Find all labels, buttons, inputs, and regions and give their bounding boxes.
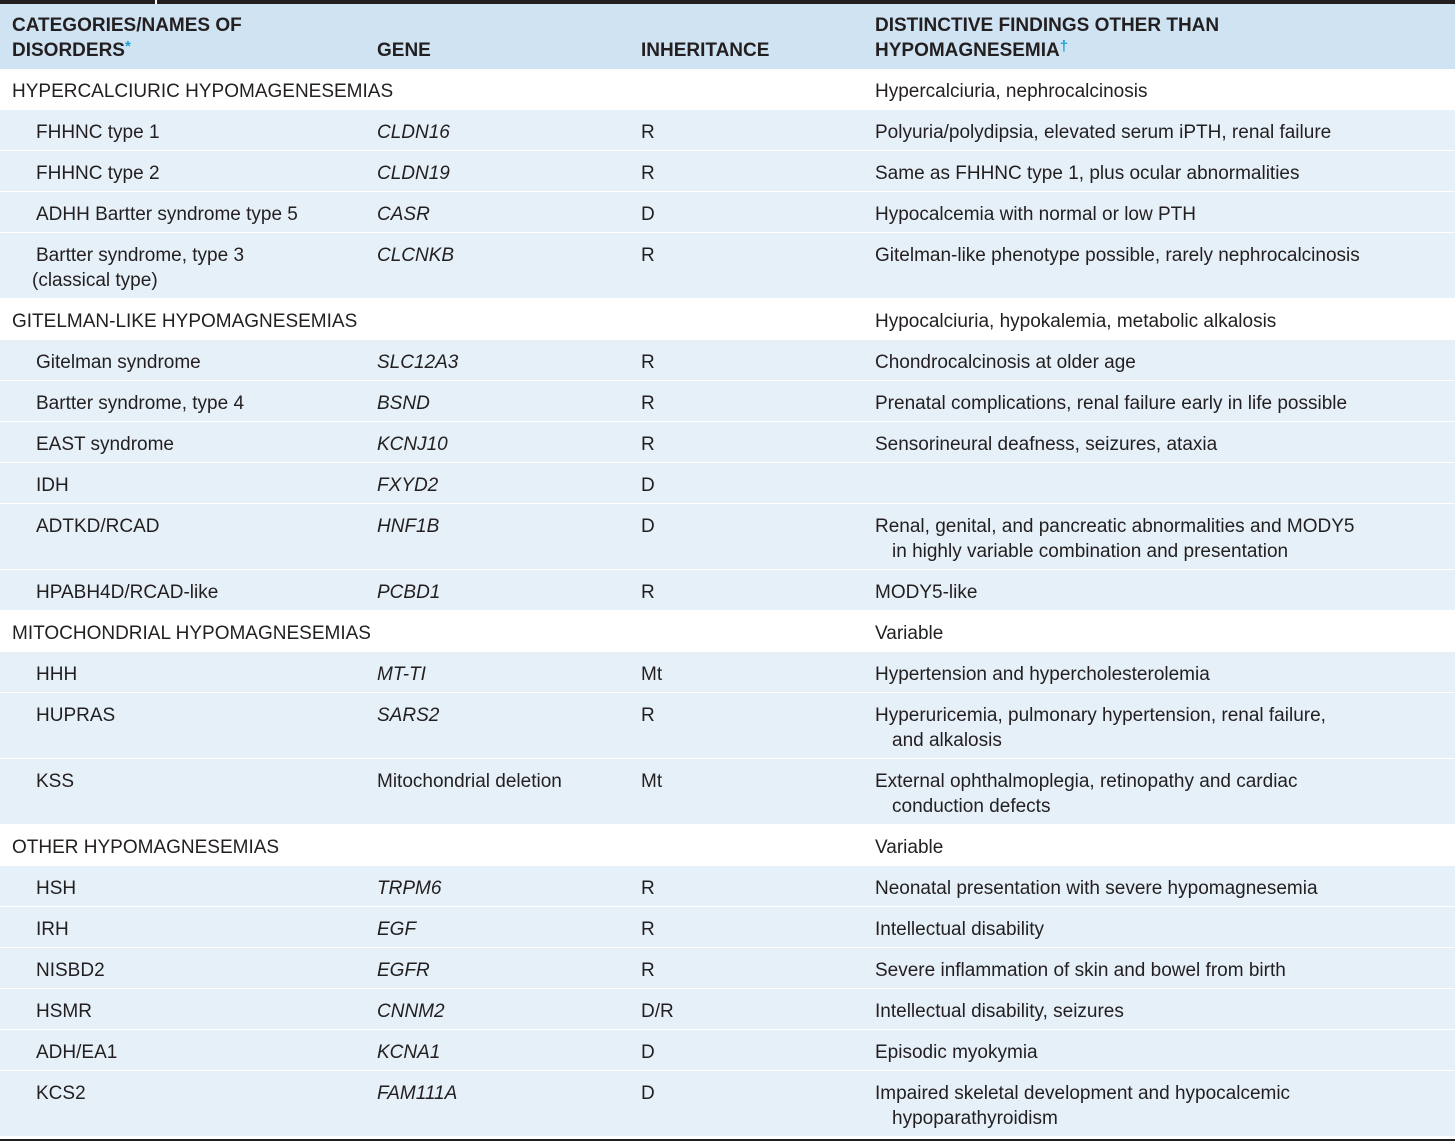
disorder-name: [36, 876, 356, 901]
disorder-name: [36, 662, 356, 687]
table-row: [0, 866, 1455, 907]
disorder-name: [36, 999, 356, 1024]
inheritance-cell: R: [641, 122, 655, 143]
inheritance-cell: D: [641, 475, 655, 496]
disorder-name: [36, 703, 356, 728]
table-row: [0, 463, 1455, 504]
findings-cell: [875, 769, 1445, 819]
findings-cell: [875, 120, 1445, 145]
inheritance-cell: D: [641, 1083, 655, 1104]
findings-cell: [875, 1040, 1445, 1065]
findings-line: Impaired skeletal development and hypocalcemic: [875, 1083, 1291, 1104]
findings-cell: [875, 621, 1445, 646]
name-line: HUPRAS: [36, 705, 116, 726]
findings-line: hypoparathyroidism: [892, 1108, 1058, 1129]
disorder-name: [36, 350, 356, 375]
inheritance-cell: D: [641, 516, 655, 537]
header-gene: GENE: [377, 40, 431, 61]
findings-line: Polyuria/polydipsia, elevated serum iPTH, renal failure: [875, 122, 1332, 143]
gene-cell: CASR: [377, 204, 430, 225]
table-header: [0, 4, 1455, 69]
gene-cell: PCBD1: [377, 582, 441, 603]
inheritance-cell: D: [641, 204, 655, 225]
name-line: HPABH4D/RCAD-like: [36, 582, 219, 603]
table-row: [0, 907, 1455, 948]
header-findings: [875, 15, 1219, 61]
findings-line: Variable: [875, 623, 944, 644]
findings-cell: [875, 703, 1445, 753]
gene-cell: Mitochondrial deletion: [377, 771, 562, 792]
findings-cell: [875, 432, 1445, 457]
findings-cell: [875, 835, 1445, 860]
findings-line: Hypercalciuria, nephrocalcinosis: [875, 81, 1148, 102]
category-name: [12, 309, 358, 334]
name-line: HYPERCALCIURIC HYPOMAGENESEMIAS: [12, 81, 394, 102]
table-row: [0, 1030, 1455, 1071]
name-line: IRH: [36, 919, 69, 940]
table-row: [0, 1071, 1455, 1137]
inheritance-cell: R: [641, 352, 655, 373]
inheritance-cell: R: [641, 960, 655, 981]
gene-cell: TRPM6: [377, 878, 442, 899]
table-row: [0, 948, 1455, 989]
inheritance-cell: R: [641, 705, 655, 726]
findings-cell: [875, 580, 1445, 605]
findings-cell: [875, 999, 1445, 1024]
findings-cell: [875, 202, 1445, 227]
findings-cell: [875, 243, 1445, 268]
findings-cell: [875, 514, 1445, 564]
disorder-name: [36, 580, 356, 605]
category-name: [12, 79, 394, 104]
inheritance-cell: R: [641, 245, 655, 266]
gene-cell: HNF1B: [377, 516, 440, 537]
findings-cell: [875, 662, 1445, 687]
findings-cell: [875, 876, 1445, 901]
disorder-name: [36, 202, 356, 227]
disorder-name: [32, 243, 356, 293]
findings-line: Hypocalcemia with normal or low PTH: [875, 204, 1196, 225]
category-row: [0, 611, 1455, 652]
findings-line: conduction defects: [892, 796, 1051, 817]
disorder-name: [36, 917, 356, 942]
table-row: [0, 989, 1455, 1030]
name-line: HSH: [36, 878, 77, 899]
table-row: [0, 233, 1455, 299]
inheritance-cell: Mt: [641, 664, 663, 685]
inheritance-cell: D/R: [641, 1001, 674, 1022]
name-line: KCS2: [36, 1083, 86, 1104]
disorder-name: [36, 1040, 356, 1065]
name-line: (classical type): [32, 270, 158, 291]
gene-cell: BSND: [377, 393, 430, 414]
table-row: [0, 192, 1455, 233]
header-findings-line1: DISTINCTIVE FINDINGS OTHER THAN: [875, 15, 1220, 36]
inheritance-cell: R: [641, 919, 655, 940]
table-row: [0, 340, 1455, 381]
findings-line: Neonatal presentation with severe hypomagnesemia: [875, 878, 1318, 899]
name-line: ADHH Bartter syndrome type 5: [36, 204, 298, 225]
table-row: [0, 422, 1455, 463]
findings-line: and alkalosis: [892, 730, 1002, 751]
table-row: [0, 504, 1455, 570]
table-row: [0, 151, 1455, 192]
findings-line: Intellectual disability, seizures: [875, 1001, 1124, 1022]
disorder-name: [36, 514, 356, 539]
bottom-rule: [0, 1139, 1455, 1141]
findings-line: Chondrocalcinosis at older age: [875, 352, 1136, 373]
category-name: [12, 621, 371, 646]
inheritance-cell: R: [641, 163, 655, 184]
table-row: [0, 381, 1455, 422]
name-line: Bartter syndrome, type 3: [36, 245, 245, 266]
disorder-name: [36, 958, 356, 983]
findings-line: Prenatal complications, renal failure early in life possible: [875, 393, 1348, 414]
inheritance-cell: R: [641, 393, 655, 414]
name-line: MITOCHONDRIAL HYPOMAGNESEMIAS: [12, 623, 371, 644]
findings-line: Hyperuricemia, pulmonary hypertension, renal failure,: [875, 705, 1326, 726]
gene-cell: EGFR: [377, 960, 430, 981]
gene-cell: SLC12A3: [377, 352, 459, 373]
asterisk-footnote-mark: *: [124, 38, 131, 55]
findings-line: Episodic myokymia: [875, 1042, 1038, 1063]
dagger-footnote-mark: †: [1059, 38, 1069, 55]
name-line: IDH: [36, 475, 69, 496]
findings-line: Sensorineural deafness, seizures, ataxia: [875, 434, 1218, 455]
disorder-name: [36, 120, 356, 145]
findings-line: Same as FHHNC type 1, plus ocular abnormalities: [875, 163, 1300, 184]
name-line: OTHER HYPOMAGNESEMIAS: [12, 837, 280, 858]
gene-cell: MT-TI: [377, 664, 426, 685]
name-line: HHH: [36, 664, 78, 685]
name-line: ADTKD/RCAD: [36, 516, 160, 537]
name-line: NISBD2: [36, 960, 105, 981]
table-row: [0, 759, 1455, 825]
disorder-name: [36, 1081, 356, 1106]
disorder-name: [36, 432, 356, 457]
findings-line: MODY5-like: [875, 582, 978, 603]
findings-cell: [875, 350, 1445, 375]
header-categories-line1: CATEGORIES/NAMES OF: [12, 15, 242, 36]
gene-cell: FAM111A: [377, 1083, 458, 1104]
disorder-name: [36, 769, 356, 794]
disorder-name: [36, 391, 356, 416]
findings-cell: [875, 958, 1445, 983]
inheritance-cell: R: [641, 434, 655, 455]
category-row: [0, 825, 1455, 866]
name-line: Bartter syndrome, type 4: [36, 393, 245, 414]
gene-cell: CLDN16: [377, 122, 450, 143]
findings-line: Severe inflammation of skin and bowel from birth: [875, 960, 1286, 981]
gene-cell: SARS2: [377, 705, 440, 726]
findings-line: Renal, genital, and pancreatic abnormalities and MODY5: [875, 516, 1355, 537]
name-line: KSS: [36, 771, 75, 792]
findings-line: External ophthalmoplegia, retinopathy and cardiac: [875, 771, 1298, 792]
findings-cell: [875, 917, 1445, 942]
findings-cell: [875, 309, 1445, 334]
findings-line: Variable: [875, 837, 944, 858]
disorder-name: [36, 473, 356, 498]
findings-line: Gitelman-like phenotype possible, rarely nephrocalcinosis: [875, 245, 1360, 266]
header-categories: [12, 15, 242, 61]
gene-cell: CLCNKB: [377, 245, 455, 266]
findings-line: Hypocalciuria, hypokalemia, metabolic alkalosis: [875, 311, 1277, 332]
inheritance-cell: Mt: [641, 771, 663, 792]
category-row: [0, 69, 1455, 110]
name-line: HSMR: [36, 1001, 92, 1022]
findings-cell: [875, 161, 1445, 186]
category-name: [12, 835, 332, 860]
name-line: FHHNC type 1: [36, 122, 160, 143]
findings-line: Intellectual disability: [875, 919, 1044, 940]
category-row: [0, 299, 1455, 340]
name-line: ADH/EA1: [36, 1042, 118, 1063]
findings-cell: [875, 1081, 1445, 1131]
gene-cell: FXYD2: [377, 475, 439, 496]
findings-cell: [875, 79, 1445, 104]
disorder-name: [36, 161, 356, 186]
header-categories-line2: DISORDERS: [12, 40, 125, 61]
name-line: GITELMAN-LIKE HYPOMAGNESEMIAS: [12, 311, 358, 332]
table-row: [0, 110, 1455, 151]
header-findings-line2: HYPOMAGNESEMIA: [875, 40, 1060, 61]
findings-cell: [875, 391, 1445, 416]
gene-cell: EGF: [377, 919, 417, 940]
gene-cell: CNNM2: [377, 1001, 445, 1022]
gene-cell: KCNA1: [377, 1042, 441, 1063]
findings-line: Hypertension and hypercholesterolemia: [875, 664, 1210, 685]
inheritance-cell: R: [641, 878, 655, 899]
header-inheritance: INHERITANCE: [641, 40, 770, 61]
inheritance-cell: R: [641, 582, 655, 603]
findings-line: in highly variable combination and presentation: [892, 541, 1289, 562]
gene-cell: CLDN19: [377, 163, 450, 184]
inheritance-cell: D: [641, 1042, 655, 1063]
table-row: [0, 570, 1455, 611]
table-row: [0, 652, 1455, 693]
name-line: FHHNC type 2: [36, 163, 160, 184]
name-line: Gitelman syndrome: [36, 352, 201, 373]
gene-cell: KCNJ10: [377, 434, 448, 455]
name-line: EAST syndrome: [36, 434, 174, 455]
table-row: [0, 693, 1455, 759]
